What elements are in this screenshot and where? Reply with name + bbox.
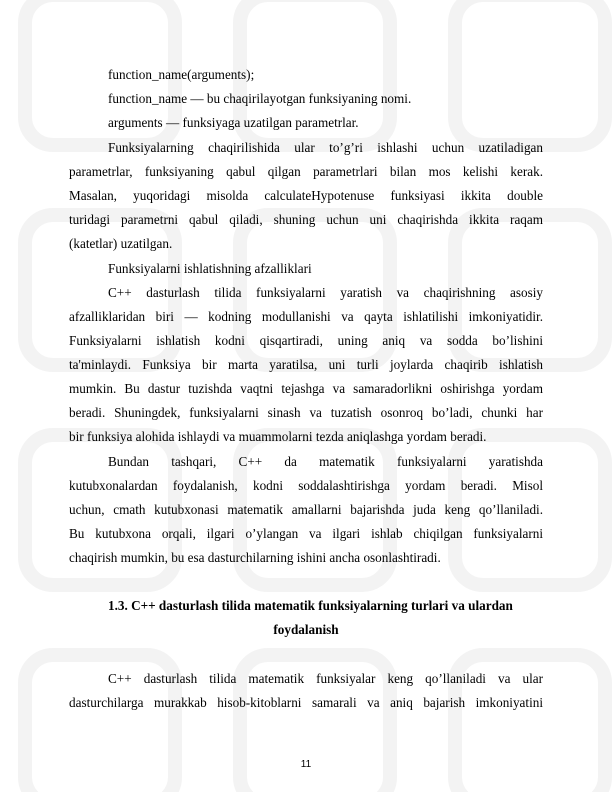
paragraph-line: afzalliklaridan biri — kodning modullanishi va qayta ishlatilishi imkoniyatidir. bbox=[69, 309, 543, 324]
text-line: function_name — bu chaqirilayotgan funksiyaning nomi. bbox=[108, 91, 412, 106]
paragraph-line: bir funksiya alohida ishlaydi va muammolarni tezda aniqlashga yordam beradi. bbox=[69, 429, 487, 444]
subheading-line: Funksiyalarni ishlatishning afzalliklari bbox=[108, 261, 312, 276]
text-line: arguments — funksiyaga uzatilgan parametrlar. bbox=[108, 115, 359, 130]
paragraph-line: Bu kutubxona orqali, ilgari o’ylangan va ilgari ishlab chiqilgan funksiyalarni bbox=[69, 526, 543, 541]
paragraph-line: parametrlar, funksiyaning qabul qilgan parametrlari bilan mos kelishi kerak. bbox=[69, 164, 543, 179]
paragraph-line: (katetlar) uzatilgan. bbox=[69, 236, 173, 251]
paragraph-line: mumkin. Bu dastur tuzishda vaqtni tejashga va samaradorlikni oshirishga yordam bbox=[69, 381, 543, 396]
paragraph-line: Funksiyalarning chaqirilishida ular to’g’ri ishlashi uchun uzatiladigan bbox=[108, 140, 543, 155]
paragraph-line: chaqirish mumkin, bu esa dasturchilarning ishini ancha osonlashtiradi. bbox=[69, 550, 441, 565]
paragraph-line: Bundan tashqari, C++ da matematik funksiyalarni yaratishda bbox=[108, 454, 543, 469]
paragraph-line: dasturchilarga murakkab hisob-kitoblarni samarali va aniq bajarish imkoniyatini bbox=[69, 695, 543, 710]
paragraph-line: C++ dasturlash tilida funksiyalarni yaratish va chaqirishning asosiy bbox=[108, 285, 543, 300]
paragraph-line: uchun, cmath kutubxonasi matematik amallarni bajarishda juda keng qo’llaniladi. bbox=[69, 502, 543, 517]
code-syntax-line: function_name(arguments); bbox=[108, 67, 255, 82]
section-heading-continuation: foydalanish bbox=[273, 622, 339, 637]
paragraph-line: beradi. Shuningdek, funksiyalarni sinash va tuzatish osonroq bo’ladi, chunki har bbox=[69, 405, 543, 420]
section-heading: 1.3. C++ dasturlash tilida matematik funksiyalarning turlari va ulardan bbox=[108, 598, 513, 613]
paragraph-line: turidagi parametrni qabul qiladi, shuning uchun uni chaqirishda ikkita raqam bbox=[69, 212, 543, 227]
paragraph-line: kutubxonalardan foydalanish, kodni soddalashtirishga yordam beradi. Misol bbox=[69, 478, 543, 493]
paragraph-line: ta'minlaydi. Funksiya bir marta yaratilsa, uni turli joylarda chaqirib ishlatish bbox=[69, 357, 543, 372]
page-number: 11 bbox=[300, 759, 312, 770]
paragraph-line: Masalan, yuqoridagi misolda calculateHypotenuse funksiyasi ikkita double bbox=[69, 188, 543, 203]
paragraph-line: Funksiyalarni ishlatish kodni qisqartiradi, uning aniq va sodda bo’lishini bbox=[69, 333, 543, 348]
paragraph-line: C++ dasturlash tilida matematik funksiyalar keng qo’llaniladi va ular bbox=[108, 671, 543, 686]
